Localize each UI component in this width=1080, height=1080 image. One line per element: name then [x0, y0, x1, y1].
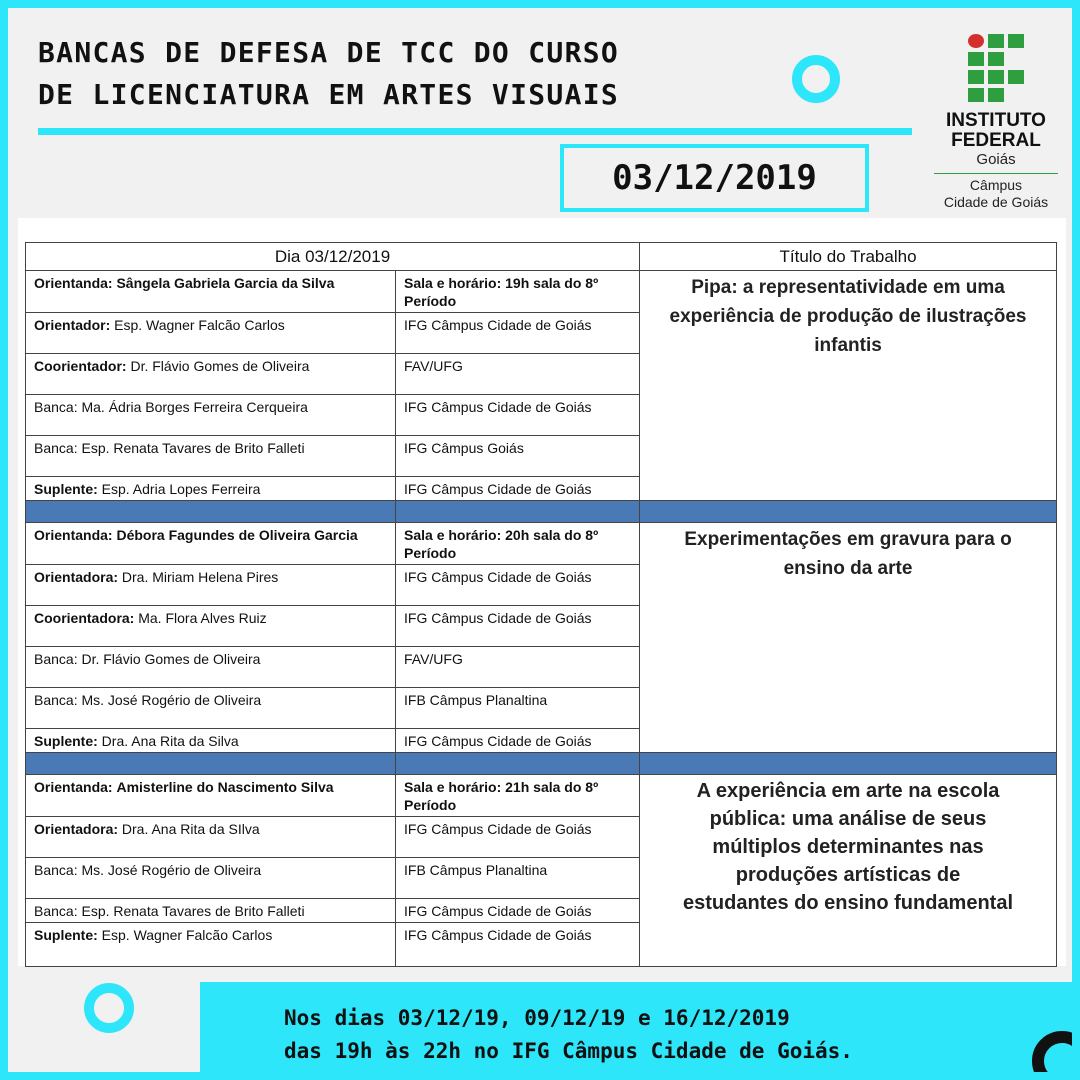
- member-institution: Sala e horário: 20h sala do 8º Período: [396, 523, 640, 565]
- member-institution: IFG Câmpus Cidade de Goiás: [396, 606, 640, 647]
- ifg-logo-mark-icon: [968, 34, 1024, 104]
- member-institution: IFG Câmpus Goiás: [396, 436, 640, 477]
- member-role: Orientanda:: [34, 275, 113, 291]
- work-title-line: estudantes do ensino fundamental: [682, 892, 1014, 914]
- logo-state: Goiás: [976, 151, 1016, 168]
- column-header-title: Título do Trabalho: [640, 243, 1057, 271]
- member-cell: [26, 606, 396, 647]
- member-cell: [26, 313, 396, 354]
- separator-cell: [396, 501, 640, 523]
- member-institution: IFG Câmpus Cidade de Goiás: [396, 565, 640, 606]
- logo-campus: [932, 177, 1060, 211]
- member-institution: IFG Câmpus Cidade de Goiás: [396, 899, 640, 923]
- work-title-line: ensino da arte: [783, 558, 913, 579]
- work-title-line: Experimentações em gravura para o: [684, 529, 1012, 550]
- work-title-cell: [640, 523, 1057, 753]
- member-cell: [26, 477, 396, 501]
- member-name: Dra. Ana Rita da Silva: [101, 733, 239, 749]
- logo-campus-line-2: Cidade de Goiás: [943, 194, 1049, 210]
- member-name: Banca: Ms. José Rogério de Oliveira: [34, 862, 262, 878]
- member-cell: [26, 688, 396, 729]
- group-separator: [26, 753, 1057, 775]
- member-role: Orientanda:: [34, 779, 113, 795]
- table-row: [26, 271, 1057, 313]
- logo-name-line-1: INSTITUTO: [946, 110, 1046, 131]
- table-row: [26, 523, 1057, 565]
- member-cell: [26, 817, 396, 858]
- member-name: Esp. Wagner Falcão Carlos: [114, 317, 285, 333]
- separator-cell: [26, 753, 396, 775]
- member-cell: [26, 395, 396, 436]
- work-title-line: infantis: [814, 335, 882, 356]
- title-line-1: BANCAS DE DEFESA DE TCC DO CURSO: [38, 36, 620, 69]
- work-title-line: múltiplos determinantes nas: [712, 836, 984, 858]
- member-role: Orientadora:: [34, 821, 119, 837]
- member-role: Coorientador:: [34, 358, 127, 374]
- separator-cell: [396, 753, 640, 775]
- group-separator: [26, 501, 1057, 523]
- member-cell: [26, 775, 396, 817]
- work-title-line: A experiência em arte na escola: [696, 780, 1000, 802]
- member-role: Suplente:: [34, 927, 98, 943]
- member-institution: FAV/UFG: [396, 647, 640, 688]
- work-title-cell: [640, 271, 1057, 501]
- member-cell: [26, 729, 396, 753]
- footer-line-1: Nos dias 03/12/19, 09/12/19 e 16/12/2019: [284, 1006, 790, 1030]
- member-cell: [26, 436, 396, 477]
- member-institution: Sala e horário: 21h sala do 8º Período: [396, 775, 640, 817]
- member-role: Orientadora:: [34, 569, 119, 585]
- member-name: Dra. Ana Rita da SIlva: [121, 821, 260, 837]
- member-name: Ma. Flora Alves Ruiz: [138, 610, 267, 626]
- member-cell: [26, 647, 396, 688]
- work-title-cell: [640, 775, 1057, 967]
- ring-decoration-top: [792, 55, 840, 103]
- date-text: 03/12/2019: [612, 158, 817, 198]
- separator-cell: [640, 501, 1057, 523]
- member-role: Orientanda:: [34, 527, 113, 543]
- member-institution: IFG Câmpus Cidade de Goiás: [396, 313, 640, 354]
- member-cell: [26, 271, 396, 313]
- logo-divider: [934, 173, 1058, 174]
- member-name: Banca: Esp. Renata Tavares de Brito Falleti: [34, 440, 305, 456]
- member-name: Banca: Ma. Ádria Borges Ferreira Cerqueira: [34, 399, 308, 415]
- member-institution: IFG Câmpus Cidade de Goiás: [396, 817, 640, 858]
- logo-name-line-2: FEDERAL: [951, 130, 1041, 151]
- member-cell: [26, 923, 396, 967]
- member-name: Sângela Gabriela Garcia da Silva: [116, 275, 335, 291]
- title-line-2: DE LICENCIATURA EM ARTES VISUAIS: [38, 78, 620, 111]
- member-name: Esp. Wagner Falcão Carlos: [101, 927, 273, 943]
- member-role: Coorientadora:: [34, 610, 135, 626]
- member-institution: Sala e horário: 19h sala do 8º Período: [396, 271, 640, 313]
- member-institution: IFG Câmpus Cidade de Goiás: [396, 477, 640, 501]
- footer-line-2: das 19h às 22h no IFG Câmpus Cidade de Goiás.: [284, 1039, 853, 1063]
- member-institution: IFG Câmpus Cidade de Goiás: [396, 395, 640, 436]
- logo-campus-line-1: Câmpus: [969, 177, 1023, 193]
- column-header-day: Dia 03/12/2019: [26, 243, 640, 271]
- member-name: Banca: Ms. José Rogério de Oliveira: [34, 692, 262, 708]
- work-title-line: experiência de produção de ilustrações: [669, 306, 1027, 327]
- member-role: Suplente:: [34, 733, 98, 749]
- logo-institution-name: [932, 111, 1060, 151]
- work-title-line: produções artísticas de: [735, 864, 961, 886]
- member-cell: [26, 858, 396, 899]
- ring-decoration-bottom: [84, 983, 134, 1033]
- member-name: Esp. Adria Lopes Ferreira: [101, 481, 261, 497]
- member-name: Dr. Flávio Gomes de Oliveira: [130, 358, 310, 374]
- work-title-line: pública: uma análise de seus: [709, 808, 987, 830]
- member-name: Débora Fagundes de Oliveira Garcia: [116, 527, 358, 543]
- schedule-table-body: [26, 271, 1057, 967]
- date-box: [560, 144, 869, 212]
- schedule-table: [25, 242, 1057, 967]
- footer-banner: [200, 982, 1072, 1072]
- member-role: Suplente:: [34, 481, 98, 497]
- separator-cell: [640, 753, 1057, 775]
- member-cell: [26, 523, 396, 565]
- table-header-row: [26, 243, 1057, 271]
- member-name: Amisterline do Nascimento Silva: [116, 779, 334, 795]
- footer-text: [284, 1002, 853, 1068]
- member-role: Orientador:: [34, 317, 111, 333]
- member-cell: [26, 565, 396, 606]
- member-institution: IFB Câmpus Planaltina: [396, 858, 640, 899]
- member-cell: [26, 899, 396, 923]
- member-name: Banca: Dr. Flávio Gomes de Oliveira: [34, 651, 261, 667]
- title-underline: [38, 128, 912, 135]
- poster-title: [38, 32, 619, 116]
- member-institution: IFB Câmpus Planaltina: [396, 688, 640, 729]
- member-institution: IFG Câmpus Cidade de Goiás: [396, 729, 640, 753]
- table-row: [26, 775, 1057, 817]
- member-name: Dra. Miriam Helena Pires: [121, 569, 279, 585]
- separator-cell: [26, 501, 396, 523]
- schedule-document: [18, 218, 1066, 966]
- ifg-logo: [932, 34, 1060, 211]
- member-name: Banca: Esp. Renata Tavares de Brito Falleti: [34, 903, 305, 919]
- member-institution: FAV/UFG: [396, 354, 640, 395]
- member-institution: IFG Câmpus Cidade de Goiás: [396, 923, 640, 967]
- poster-background: [8, 8, 1072, 1072]
- work-title-line: Pipa: a representatividade em uma: [691, 277, 1005, 298]
- member-cell: [26, 354, 396, 395]
